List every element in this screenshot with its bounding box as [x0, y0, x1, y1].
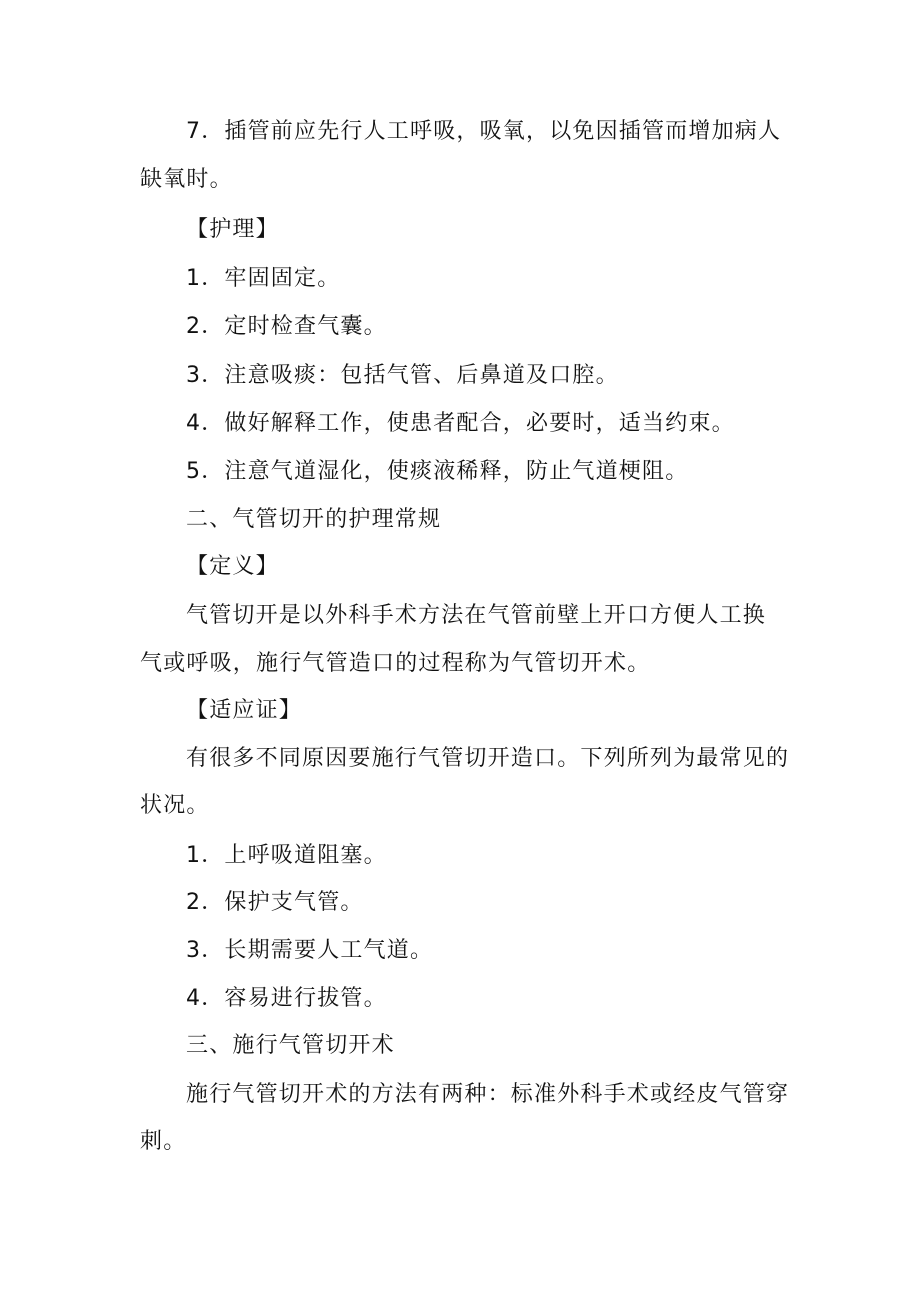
section-heading-indications: 【适应证】 — [186, 698, 303, 723]
paragraph-item-7: 7．插管前应先行人工呼吸，吸氧，以免因插管而增加病人 — [186, 119, 782, 144]
definition-paragraph: 气管切开是以外科手术方法在气管前壁上开口方便人工换 — [186, 603, 767, 628]
nursing-item-3: 3．注意吸痰：包括气管、后鼻道及口腔。 — [186, 363, 619, 388]
method-paragraph: 施行气管切开术的方法有两种：标准外科手术或经皮气管穿 — [186, 1082, 790, 1107]
nursing-item-1: 1．牢固固定。 — [186, 266, 341, 291]
section-heading-nursing: 【护理】 — [186, 217, 279, 242]
indication-item-1: 1．上呼吸道阻塞。 — [186, 843, 387, 868]
indication-item-3: 3．长期需要人工气道。 — [186, 938, 434, 963]
nursing-item-4: 4．做好解释工作，使患者配合，必要时，适当约束。 — [186, 411, 735, 436]
method-paragraph-continued: 刺。 — [140, 1129, 187, 1154]
chapter-heading-tracheotomy: 二、气管切开的护理常规 — [186, 507, 442, 532]
indications-paragraph: 有很多不同原因要施行气管切开造口。下列所列为最常见的 — [186, 746, 790, 771]
indication-item-4: 4．容易进行拔管。 — [186, 986, 387, 1011]
chapter-heading-performing-tracheotomy: 三、施行气管切开术 — [186, 1033, 395, 1058]
nursing-item-2: 2．定时检查气囊。 — [186, 314, 387, 339]
section-heading-definition: 【定义】 — [186, 554, 279, 579]
indication-item-2: 2．保护支气管。 — [186, 890, 364, 915]
definition-paragraph-continued: 气或呼吸，施行气管造口的过程称为气管切开术。 — [140, 651, 651, 676]
paragraph-item-7-continued: 缺氧时。 — [140, 167, 233, 192]
indications-paragraph-continued: 状况。 — [140, 793, 210, 818]
nursing-item-5: 5．注意气道湿化，使痰液稀释，防止气道梗阻。 — [186, 459, 689, 484]
